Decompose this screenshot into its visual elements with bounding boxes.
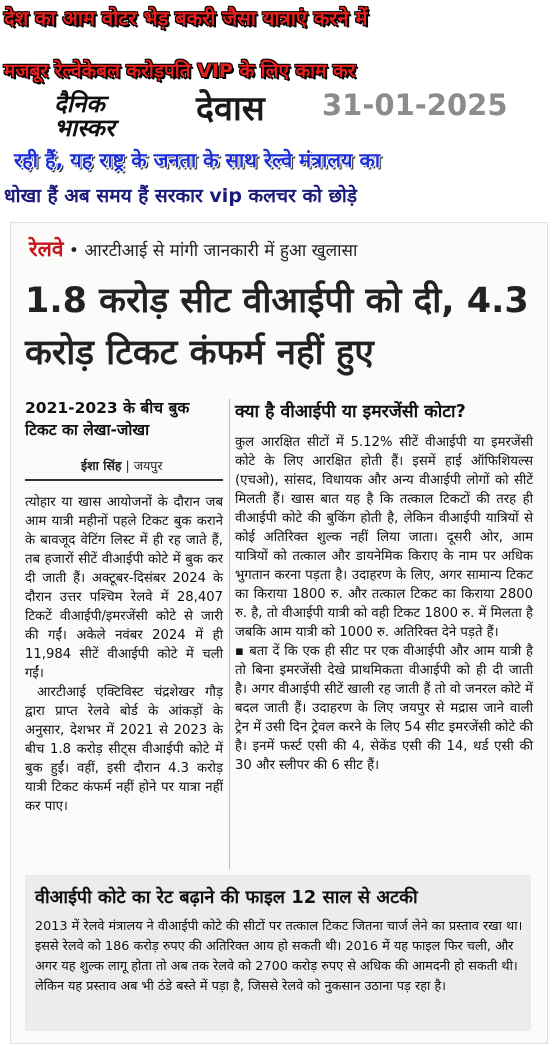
overlay-headline-line3: रही हैं, यह राष्ट्र के जनता के साथ रेल्वे मंत्रालय का [14, 148, 381, 172]
left-paragraph-2: आरटीआई एक्टिविस्ट चंद्रशेखर गौड़ द्वारा प्राप्त रेलवे बोर्ड के आंकड़ों के अनुसार, देशभर में 2021 से 2023 के बीच 1.8 करोड़ सीट्स वीआईपी कोटे में बुक हुईं। वहीं, इसी दौरान 4.3 करोड़ यात्री टिकट कंफर्म नहीं होने पर यात्रा नहीं कर पाए। [25, 685, 223, 814]
info-box-body: 2013 में रेलवे मंत्रालय ने वीआईपी कोटे की सीटों पर तत्काल टिकट जितना चार्ज लेने का प्रस्ताव रखा था। इससे रेलवे को 186 करोड़ रुपए की अतिरिक्त आय हो सकती थी। 2016 में यह फाइल फिर चली, और अगर यह शुल्क लागू होता तो अब तक रेलवे को 2700 करोड़ रुपए से अधिक की आमदनी हो सकती थी। लेकिन यह प्रस्ताव अब भी ठंडे बस्ते में पड़ा है, जिससे रेलवे को नुकसान उठाना पड़ रहा है। [35, 919, 523, 994]
kicker-text: • आरटीआई से मांगी जानकारी में हुआ खुलासा [63, 241, 358, 261]
left-paragraph-1: त्योहार या खास आयोजनों के दौरान जब आम यात्री महीनों पहले टिकट बुक कराने के बावजूद वेटिंग लिस्ट में ही रह जाते हैं, तब हजारों सीटें वीआईपी कोटे में बुक कर दी जाती हैं। अक्टूबर-दिसंबर 2024 के दौरान उत्तर पश्चिम रेलवे में 28,407 टिकटें वीआईपी/इमरजेंसी कोटे से जारी की गईं। अकेले नवंबर 2024 में ही 11,984 सीटें वीआईपी कोटे में चली गईं। [25, 495, 223, 681]
article-title: 1.8 करोड़ सीट वीआईपी को दी, 4.3 करोड़ टिकट कंफर्म नहीं हुए [25, 281, 529, 373]
info-box [25, 875, 531, 1031]
right-subheading: क्या है वीआईपी या इमरजेंसी कोटा? [235, 402, 466, 422]
logo-line1: दैनिक [54, 89, 105, 118]
overlay-headline-line2: मजबूर रेल्वेकेबल करोड़पति VIP के लिए काम कर [4, 60, 356, 82]
kicker-label: रेलवे [29, 237, 64, 261]
byline [81, 457, 162, 474]
city-label: देवास [196, 89, 265, 129]
newspaper-clipping [10, 222, 548, 1044]
byline-place: | जयपुर [121, 458, 163, 473]
left-column [25, 493, 223, 816]
date-label: 31-01-2025 [322, 88, 508, 122]
dainik-bhaskar-logo [54, 89, 174, 148]
article-kicker [29, 235, 357, 263]
left-subheading: 2021-2023 के बीच बुक टिकट का लेखा-जोखा [25, 399, 190, 439]
info-box-title: वीआईपी कोटे का रेट बढ़ाने की फाइल 12 साल से अटकी [35, 887, 418, 908]
overlay-headline-line4: धोखा हैं अब समय हैं सरकार vip कलचर को छोड़े [4, 185, 357, 207]
column-divider [229, 399, 230, 869]
byline-name: ईशा सिंह [81, 458, 122, 473]
left-column-rule [25, 479, 223, 481]
right-paragraph-2: ▪ बता दें कि एक ही सीट पर एक वीआईपी और आम यात्री है तो बिना इमरजेंसी देखे प्राथमिकता वीआईपी को ही दी जाती है। अगर वीआईपी सीटें खाली रह जाती हैं तो वो जनरल कोटे में बदल जाती हैं। उदाहरण के लिए जयपुर से मद्रास जाने वाली ट्रेन में उसी दिन ट्रेवल करने के लिए 54 सीट इमरजेंसी कोटे की है। इनमें फर्स्ट एसी की 4, सेकेंड एसी की 14, थर्ड एसी की 30 और स्लीपर की 6 सीट हैं। [235, 644, 533, 773]
right-paragraph-1: कुल आरक्षित सीटों में 5.12% सीटें वीआईपी या इमरजेंसी कोटे के लिए आरक्षित होती हैं। इसमें हाई ऑफिशियल्स (एचओ), सांसद, विधायक और अन्य वीआईपी लोगों को सीटें मिलती हैं। खास बात यह है कि तत्काल टिकटों की तरह ही वीआईपी कोटे की बुकिंग होती है, लेकिन वीआईपी यात्रियों से कोई अतिरिक्त शुल्क नहीं लिया जाता। दूसरी ओर, आम यात्रियों को तत्काल और डायनेमिक किराए के नाम पर अधिक भुगतान करना पड़ता है। उदाहरण के लिए, अगर सामान्य टिकट का किराया 1800 रु. और तत्काल टिकट का किराया 2800 रु. है, तो वीआईपी यात्री को वही टिकट 1800 रु. में मिलता है जबकि आम यात्री को 1000 रु. अतिरिक्त देने पड़ते हैं। [235, 435, 533, 640]
logo-line2: भास्कर [54, 113, 115, 142]
right-column [235, 433, 533, 775]
overlay-headline-line1: देश का आम वोटर भेड़ बकरी जैसा यात्राएं करने में [4, 6, 368, 30]
